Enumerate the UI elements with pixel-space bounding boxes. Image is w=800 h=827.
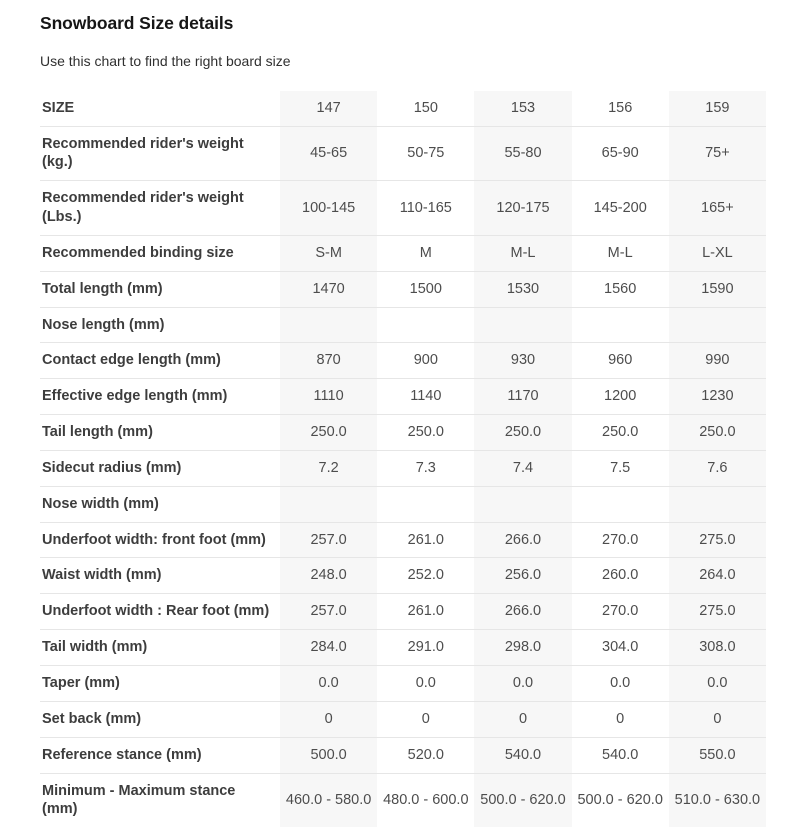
cell-value: 500.0 xyxy=(280,737,377,773)
cell-value xyxy=(280,307,377,343)
cell-value: 284.0 xyxy=(280,630,377,666)
cell-value: 250.0 xyxy=(474,415,571,451)
cell-value: 266.0 xyxy=(474,522,571,558)
cell-value xyxy=(669,307,766,343)
cell-value: 7.2 xyxy=(280,450,377,486)
cell-value xyxy=(572,307,669,343)
cell-value: 250.0 xyxy=(602,424,639,441)
cell-value: 291.0 xyxy=(407,639,444,656)
cell-value: 0 xyxy=(616,710,625,727)
table-row xyxy=(40,558,766,594)
cell-value: 120-175 xyxy=(474,181,571,236)
cell-value: 0 xyxy=(474,701,571,737)
cell-value: 256.0 xyxy=(474,558,571,594)
table-row xyxy=(40,343,766,379)
cell-value: 304.0 xyxy=(602,639,639,656)
page-subtitle: Use this chart to find the right board size xyxy=(40,52,291,69)
cell-value: 260.0 xyxy=(602,567,639,584)
row-label: Set back (mm) xyxy=(42,710,142,727)
row-label: Tail width (mm) xyxy=(42,639,148,656)
table-row xyxy=(40,450,766,486)
cell-value: 65-90 xyxy=(601,144,639,161)
cell-value: 45-65 xyxy=(280,126,377,181)
cell-value: 0.0 xyxy=(474,666,571,702)
cell-value: 960 xyxy=(608,352,633,369)
row-label: Contact edge length (mm) xyxy=(42,352,221,369)
row-label: Underfoot width: front foot (mm) xyxy=(42,531,266,548)
column-header-150: 150 xyxy=(413,99,438,116)
cell-value: 520.0 xyxy=(407,746,444,763)
table-row xyxy=(40,271,766,307)
cell-value: 7.6 xyxy=(669,450,766,486)
cell-value: 257.0 xyxy=(280,522,377,558)
row-label: Minimum - Maximum stance (mm) xyxy=(42,782,236,818)
cell-value: 250.0 xyxy=(407,424,444,441)
cell-value: 7.5 xyxy=(610,459,631,476)
cell-value: 1110 xyxy=(280,379,377,415)
row-label: Nose length (mm) xyxy=(42,316,165,333)
cell-value: 298.0 xyxy=(474,630,571,666)
cell-value: 270.0 xyxy=(602,603,639,620)
cell-value: 257.0 xyxy=(280,594,377,630)
table-row xyxy=(40,415,766,451)
table-row xyxy=(40,181,766,236)
cell-value: 248.0 xyxy=(280,558,377,594)
cell-value: 100-145 xyxy=(280,181,377,236)
cell-value: 7.4 xyxy=(474,450,571,486)
cell-value: 870 xyxy=(280,343,377,379)
cell-value: 266.0 xyxy=(474,594,571,630)
cell-value: 480.0 - 600.0 xyxy=(383,791,469,808)
row-label: Recommended rider's weight (kg.) xyxy=(42,135,244,171)
table-row xyxy=(40,522,766,558)
table-row xyxy=(40,126,766,181)
cell-value: 1200 xyxy=(604,388,637,405)
cell-value: 0 xyxy=(280,701,377,737)
cell-value: 308.0 xyxy=(669,630,766,666)
cell-value: 0.0 xyxy=(610,675,631,692)
cell-value: 500.0 - 620.0 xyxy=(474,773,571,827)
table-row xyxy=(40,630,766,666)
cell-value: 0.0 xyxy=(280,666,377,702)
cell-value: 165+ xyxy=(669,181,766,236)
cell-value: 250.0 xyxy=(669,415,766,451)
row-label: Effective edge length (mm) xyxy=(42,388,228,405)
table-row xyxy=(40,773,766,827)
cell-value: 1140 xyxy=(410,388,442,405)
cell-value xyxy=(377,307,474,343)
row-label: Taper (mm) xyxy=(42,675,120,692)
table-body xyxy=(40,126,766,827)
table-row xyxy=(40,666,766,702)
cell-value xyxy=(572,486,669,522)
cell-value: M-L xyxy=(607,244,633,261)
column-header-147: 147 xyxy=(280,91,377,126)
cell-value: 1590 xyxy=(669,271,766,307)
table-row xyxy=(40,307,766,343)
table-row xyxy=(40,594,766,630)
table-row xyxy=(40,379,766,415)
row-label: Underfoot width : Rear foot (mm) xyxy=(42,603,270,620)
row-label: Reference stance (mm) xyxy=(42,746,202,763)
cell-value: 900 xyxy=(413,352,438,369)
cell-value: 275.0 xyxy=(669,522,766,558)
cell-value: 930 xyxy=(474,343,571,379)
cell-value: 1170 xyxy=(474,379,571,415)
row-label: Recommended rider's weight (Lbs.) xyxy=(42,190,244,226)
cell-value: 110-165 xyxy=(399,199,452,216)
table-row xyxy=(40,486,766,522)
cell-value: 145-200 xyxy=(593,199,647,216)
row-label: Total length (mm) xyxy=(42,280,163,297)
cell-value: 50-75 xyxy=(407,144,445,161)
cell-value: 7.3 xyxy=(415,459,436,476)
row-label: Waist width (mm) xyxy=(42,567,162,584)
cell-value: 261.0 xyxy=(407,531,444,548)
cell-value: 0.0 xyxy=(669,666,766,702)
column-header-159: 159 xyxy=(669,91,766,126)
cell-value xyxy=(280,486,377,522)
cell-value: 75+ xyxy=(669,126,766,181)
column-header-size: SIZE xyxy=(42,99,75,116)
cell-value: 990 xyxy=(669,343,766,379)
cell-value: 261.0 xyxy=(407,603,444,620)
row-label: Tail length (mm) xyxy=(42,424,153,441)
cell-value xyxy=(377,486,474,522)
cell-value: 1500 xyxy=(409,280,442,297)
size-chart-table xyxy=(40,91,766,827)
cell-value: 0 xyxy=(421,710,430,727)
cell-value xyxy=(474,307,571,343)
row-label: Sidecut radius (mm) xyxy=(42,459,182,476)
cell-value: S-M xyxy=(280,235,377,271)
cell-value: M-L xyxy=(474,235,571,271)
cell-value: M xyxy=(419,244,432,261)
cell-value: 0.0 xyxy=(415,675,436,692)
cell-value: 1230 xyxy=(669,379,766,415)
table-row xyxy=(40,737,766,773)
column-header-156: 156 xyxy=(608,99,633,116)
cell-value: 460.0 - 580.0 xyxy=(280,773,377,827)
column-header-153: 153 xyxy=(474,91,571,126)
cell-value: 264.0 xyxy=(669,558,766,594)
cell-value: 275.0 xyxy=(669,594,766,630)
row-label: Recommended binding size xyxy=(42,244,234,261)
cell-value: 1530 xyxy=(474,271,571,307)
cell-value: 500.0 - 620.0 xyxy=(577,791,663,808)
table-row xyxy=(40,701,766,737)
table-header-row xyxy=(40,91,766,126)
page-title: Snowboard Size details xyxy=(40,13,234,33)
cell-value: 55-80 xyxy=(474,126,571,181)
cell-value: 540.0 xyxy=(602,746,639,763)
cell-value: 510.0 - 630.0 xyxy=(669,773,766,827)
cell-value: 1470 xyxy=(280,271,377,307)
cell-value: 270.0 xyxy=(602,531,639,548)
cell-value: L-XL xyxy=(669,235,766,271)
row-label: Nose width (mm) xyxy=(42,495,159,512)
cell-value: 0 xyxy=(669,701,766,737)
cell-value xyxy=(669,486,766,522)
table-row xyxy=(40,235,766,271)
cell-value: 250.0 xyxy=(280,415,377,451)
cell-value: 550.0 xyxy=(669,737,766,773)
cell-value xyxy=(474,486,571,522)
cell-value: 1560 xyxy=(604,280,637,297)
cell-value: 540.0 xyxy=(474,737,571,773)
cell-value: 252.0 xyxy=(407,567,444,584)
